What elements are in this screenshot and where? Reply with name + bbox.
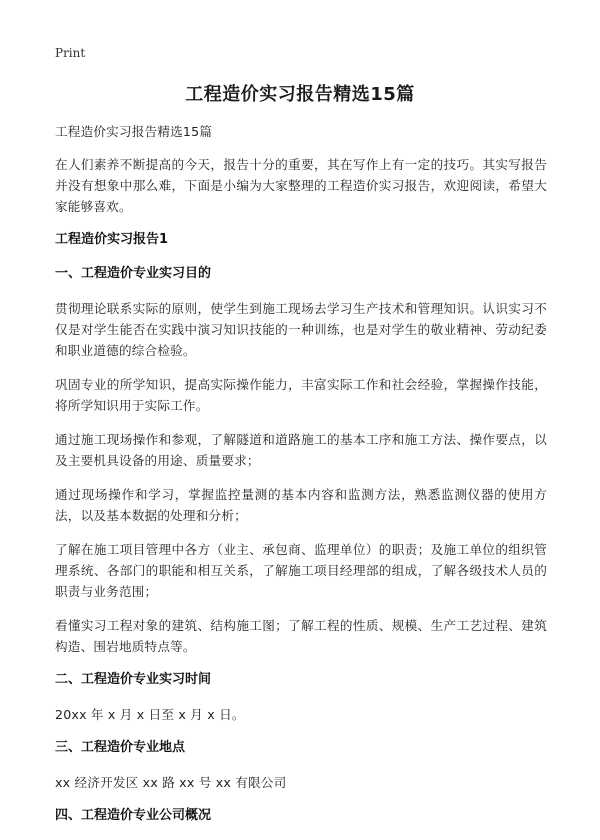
document-title: 工程造价实习报告精选15篇 [185,84,415,105]
section-3-heading: 三、工程造价专业地点 [55,740,186,755]
section-2-paragraph: 20xx 年 x 月 x 日至 x 月 x 日。 [55,707,245,722]
report-heading: 工程造价实习报告1 [55,232,169,247]
section-4-heading: 四、工程造价专业公司概况 [55,808,212,823]
section-2-heading: 二、工程造价专业实习时间 [55,672,212,687]
section-1-paragraph: 了解在施工项目管理中各方（业主、承包商、监理单位）的职责；及施工单位的组织管理系统、各部门的职能和相互关系，了解施工项目经理部的组成，了解各级技术人员的职责与业务范围； [55,542,547,599]
section-3-paragraph: xx 经济开发区 xx 路 xx 号 xx 有限公司 [55,775,287,790]
document-subtitle: 工程造价实习报告精选15篇 [55,124,213,139]
section-1-paragraph: 看懂实习工程对象的建筑、结构施工图；了解工程的性质、规模、生产工艺过程、建筑构造、围岩地质特点等。 [55,618,547,654]
document-body [55,121,547,840]
section-1-paragraph: 通过施工现场操作和参观，了解隧道和道路施工的基本工序和施工方法、操作要点，以及主要机具设备的用途、质量要求； [55,432,547,468]
section-1-paragraph: 贯彻理论联系实际的原则，使学生到施工现场去学习生产技术和管理知识。认识实习不仅是对学生能否在实践中演习知识技能的一种训练，也是对学生的敬业精神、劳动纪委和职业道德的综合检验。 [55,301,547,358]
intro-paragraph: 在人们素养不断提高的今天，报告十分的重要，其在写作上有一定的技巧。其实写报告并没有想象中那么难，下面是小编为大家整理的工程造价实习报告，欢迎阅读，希望大家能够喜欢。 [55,157,547,214]
section-1-paragraph: 巩固专业的所学知识，提高实际操作能力，丰富实际工作和社会经验，掌握操作技能，将所学知识用于实际工作。 [55,377,547,413]
section-1-heading: 一、工程造价专业实习目的 [55,266,212,281]
print-label: Print [55,46,86,60]
section-1-paragraph: 通过现场操作和学习，掌握监控量测的基本内容和监测方法，熟悉监测仪器的使用方法，以及基本数据的处理和分析； [55,487,547,523]
